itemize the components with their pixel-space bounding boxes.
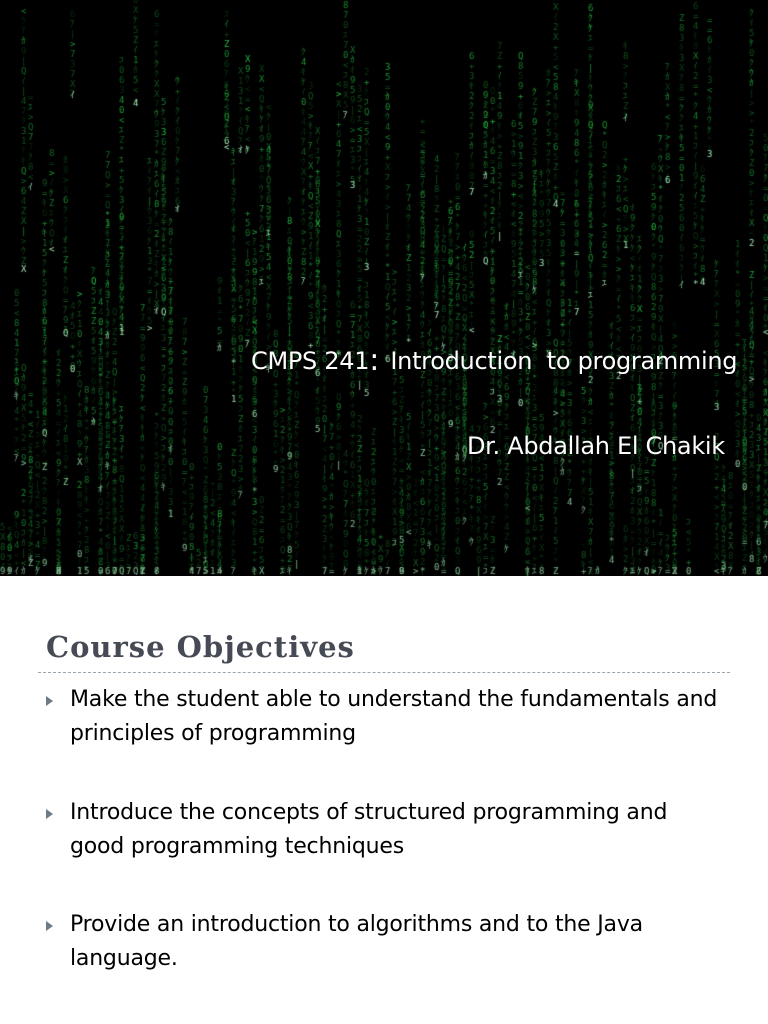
course-title — [251, 342, 737, 377]
course-code: CMPS 241 — [251, 347, 370, 375]
slide-heading: Course Objectives — [46, 630, 355, 664]
list-item — [46, 908, 726, 976]
instructor-name: Dr. Abdallah El Chakik — [467, 432, 725, 460]
objectives-slide — [0, 576, 768, 1024]
objective-text: Provide an introduction to algorithms and to the Java language. — [70, 912, 643, 971]
triangle-right-icon — [46, 696, 53, 706]
list-item — [46, 683, 726, 751]
title-colon: : — [369, 343, 380, 378]
heading-divider — [38, 672, 730, 673]
list-item — [46, 796, 726, 864]
objective-text: Introduce the concepts of structured programming and good programming techniques — [70, 800, 668, 859]
objective-text: Make the student able to understand the fundamentals and principles of programming — [70, 687, 718, 746]
course-name: Introduction to programming — [390, 347, 738, 375]
triangle-right-icon — [46, 921, 53, 931]
triangle-right-icon — [46, 809, 53, 819]
